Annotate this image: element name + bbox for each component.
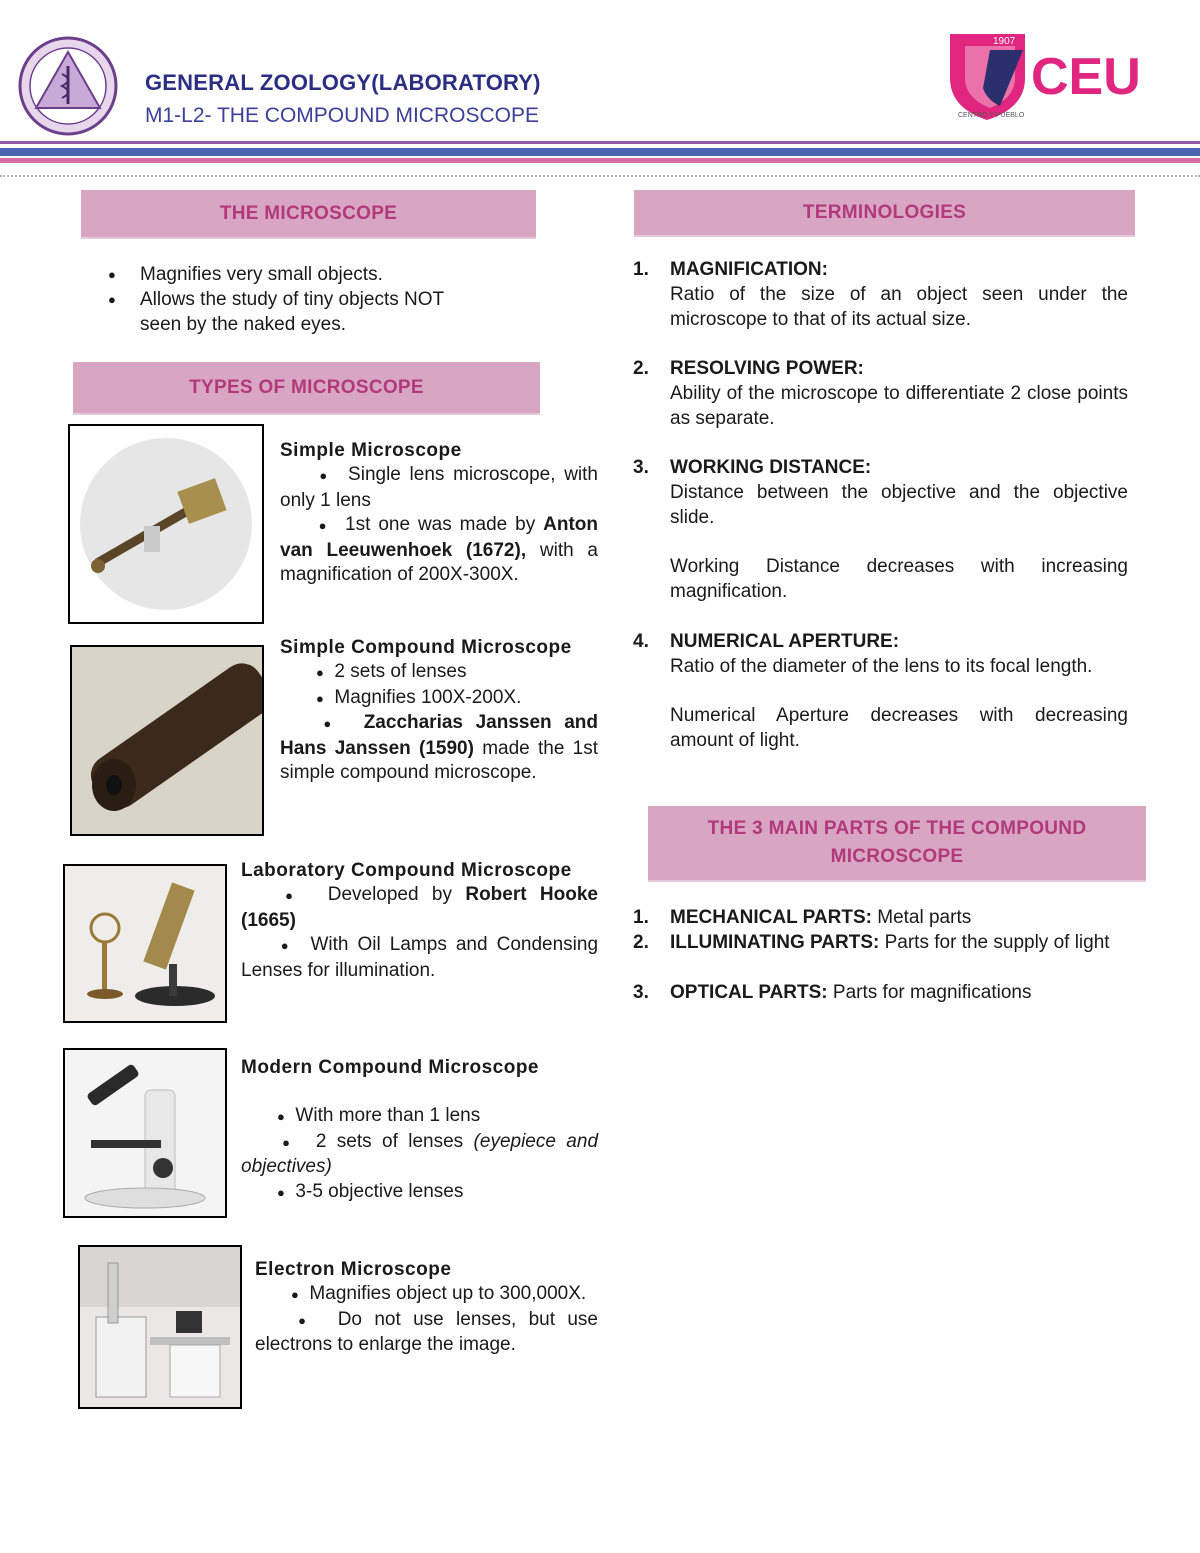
section-banner-types-of-microscope: TYPES OF MICROSCOPE bbox=[73, 362, 540, 415]
section-banner-terminologies: TERMINOLOGIES bbox=[634, 190, 1135, 237]
ceu-year: 1907 bbox=[993, 36, 1016, 47]
modern-compound-bullet-3: ● 3-5 objective lenses bbox=[277, 1180, 464, 1202]
ceu-tagline: CENTRO Y PUEBLO bbox=[958, 112, 1025, 119]
simple-compound-bullet-1: ● 2 sets of lenses bbox=[316, 661, 467, 682]
term-item-numerical-aperture: 4. NUMERICAL APERTURE: Ratio of the diameter of the lens to its focal length. Numerical Aperture decreases with decreasing amount of light. bbox=[633, 631, 1128, 751]
simple-compound-microscope-title: Simple Compound Microscope bbox=[280, 637, 572, 658]
term-item-resolving-power: 2. RESOLVING POWER: Ability of the microscope to differentiate 2 close points as separate. bbox=[633, 358, 1128, 429]
page-subtitle: M1-L2- THE COMPOUND MICROSCOPE bbox=[145, 104, 539, 127]
ceu-logo bbox=[945, 28, 1170, 123]
electron-microscope-title: Electron Microscope bbox=[255, 1259, 452, 1280]
laboratory-compound-bullet-1: ● Developed by Robert Hooke (1665) bbox=[241, 884, 598, 931]
section-banner-the-microscope: THE MICROSCOPE bbox=[81, 190, 536, 239]
electron-bullet-1: ● Magnifies object up to 300,000X. bbox=[291, 1283, 587, 1304]
simple-microscope-bullet-2: ● 1st one was made by Anton van Leeuwenhoek (1672), with a magnification of 200X-300X. bbox=[280, 514, 599, 586]
modern-compound-microscope-image bbox=[63, 1048, 227, 1218]
header-divider bbox=[0, 141, 1200, 144]
microscope-bullet-list bbox=[108, 262, 468, 337]
simple-compound-bullet-2: ● Magnifies 100X-200X. bbox=[316, 686, 522, 708]
dotted-divider bbox=[0, 175, 1200, 177]
simple-compound-microscope-image bbox=[70, 645, 264, 836]
list-item: ● Magnifies very small objects. bbox=[108, 262, 468, 287]
header-divider bbox=[0, 148, 1200, 156]
modern-compound-bullet-1: ● With more than 1 lens bbox=[277, 1105, 481, 1126]
list-item: ● Allows the study of tiny objects NOT seen by the naked eyes. bbox=[108, 287, 468, 337]
simple-microscope-title: Simple Microscope bbox=[280, 440, 462, 461]
term-item-magnification: 1. MAGNIFICATION: Ratio of the size of an object seen under the microscope to that of its actual size. bbox=[633, 259, 1128, 330]
simple-compound-microscope-block bbox=[280, 635, 598, 786]
laboratory-compound-bullet-2: ● With Oil Lamps and Condensing Lenses for illumination. bbox=[241, 934, 599, 981]
main-part-mechanical: 1. MECHANICAL PARTS: Metal parts bbox=[633, 907, 972, 928]
simple-compound-bullet-3: ● Zaccharias Janssen and Hans Janssen (1590) made the 1st simple compound microscope. bbox=[280, 712, 599, 784]
laboratory-compound-microscope-image bbox=[63, 864, 227, 1023]
electron-microscope-image bbox=[78, 1245, 242, 1409]
university-seal-logo bbox=[18, 36, 118, 136]
main-part-optical: 3. OPTICAL PARTS: Parts for magnifications bbox=[633, 982, 1032, 1003]
simple-microscope-bullet-1: ● Single lens microscope, with only 1 lens bbox=[280, 464, 598, 511]
electron-bullet-2: ● Do not use lenses, but use electrons to enlarge the image. bbox=[255, 1308, 598, 1356]
modern-compound-microscope-block bbox=[241, 1055, 598, 1205]
header-divider bbox=[0, 158, 1200, 163]
main-part-illuminating: 2. ILLUMINATING PARTS: Parts for the supply of light bbox=[633, 932, 1110, 953]
simple-microscope-image bbox=[68, 424, 264, 624]
term-item-working-distance: 3. WORKING DISTANCE: Distance between the objective and the objective slide. Working Distance decreases with increasing magnification. bbox=[633, 457, 1128, 602]
modern-compound-microscope-title: Modern Compound Microscope bbox=[241, 1057, 539, 1078]
section-banner-main-parts: THE 3 MAIN PARTS OF THE COMPOUND MICROSCOPE bbox=[648, 806, 1146, 882]
laboratory-compound-microscope-title: Laboratory Compound Microscope bbox=[241, 860, 572, 881]
electron-microscope-block bbox=[255, 1257, 598, 1358]
page-title: GENERAL ZOOLOGY(LABORATORY) bbox=[145, 70, 541, 95]
modern-compound-bullet-2: ● 2 sets of lenses (eyepiece and objectives) bbox=[241, 1130, 599, 1178]
laboratory-compound-microscope-block bbox=[241, 858, 598, 983]
simple-microscope-block bbox=[280, 438, 598, 588]
ceu-wordmark: CEU bbox=[1031, 48, 1141, 106]
